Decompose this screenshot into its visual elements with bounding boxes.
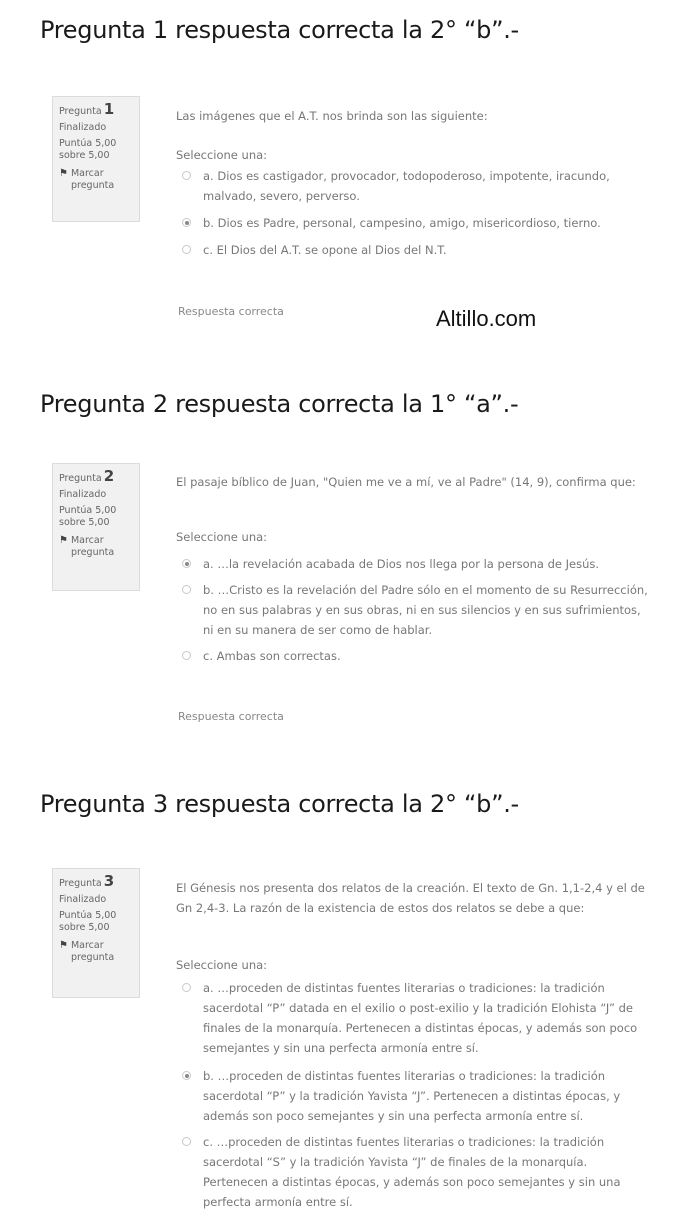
answer-option[interactable]	[182, 213, 650, 233]
question-label: Pregunta	[59, 473, 102, 484]
question-3-info-box	[52, 868, 140, 998]
answer-option[interactable]	[182, 580, 650, 640]
question-number: 1	[103, 100, 115, 118]
option-text: b. …proceden de distintas fuentes literarias o tradiciones: la tradición sacerdotal “P” y la tradición Yavista “J”. Pertenecen a distintas épocas, y además son poco semejantes y sin una perfecta armonía entre sí.	[203, 1069, 621, 1123]
state-finalized: Finalizado	[59, 894, 107, 905]
answer-option[interactable]	[182, 1066, 650, 1126]
flag-label: Marcar	[70, 168, 104, 179]
radio-button-selected[interactable]	[182, 1071, 191, 1080]
question-2-heading: Pregunta 2 respuesta correcta la 1° “a”.-	[40, 390, 519, 418]
radio-button[interactable]	[182, 983, 191, 992]
question-number: 3	[103, 872, 115, 890]
question-number-label	[59, 872, 133, 890]
radio-button-selected[interactable]	[182, 218, 191, 227]
answer-option[interactable]	[182, 166, 650, 206]
option-text: a. …proceden de distintas fuentes literarias o tradiciones: la tradición sacerdotal “P” datada en el exilio o post-exilio y la tradición Elohista “J” de finales de la monarquía. Pertenecen a distintas épocas, y además son poco semejantes y sin una perfecta armonía entre sí.	[203, 981, 638, 1055]
flag-question-button[interactable]	[59, 168, 133, 192]
radio-button-selected[interactable]	[182, 559, 191, 568]
option-text: c. Ambas son correctas.	[203, 649, 341, 663]
watermark: Altillo.com	[436, 306, 537, 331]
feedback-correct: Respuesta correcta	[178, 710, 284, 723]
question-1-info-box	[52, 96, 140, 222]
flag-icon: ⚑	[59, 940, 68, 951]
option-text: c. …proceden de distintas fuentes literarias o tradiciones: la tradición sacerdotal “S” y la tradición Yavista “J” de finales de la monarquía. Pertenecen a distintas épocas, y además son poco semejantes y sin una perfecta armonía entre sí.	[203, 1135, 621, 1209]
question-label: Pregunta	[59, 878, 102, 889]
flag-icon: ⚑	[59, 535, 68, 546]
flag-label-2: pregunta	[70, 180, 115, 191]
answer-option[interactable]	[182, 554, 650, 574]
flag-label-2: pregunta	[70, 547, 115, 558]
question-number-label	[59, 100, 133, 118]
select-one-label: Seleccione una:	[176, 958, 268, 972]
option-text: a. …la revelación acabada de Dios nos llega por la persona de Jesús.	[203, 557, 600, 571]
flag-label-2: pregunta	[70, 952, 115, 963]
state-finalized: Finalizado	[59, 122, 107, 133]
flag-label: Marcar	[70, 940, 104, 951]
state-finalized: Finalizado	[59, 489, 107, 500]
question-2-info-box	[52, 463, 140, 591]
question-1-text: Las imágenes que el A.T. nos brinda son las siguiente:	[176, 109, 488, 123]
answer-option[interactable]	[182, 646, 650, 666]
question-label: Pregunta	[59, 106, 102, 117]
answer-option[interactable]	[182, 978, 650, 1058]
question-3-text: El Génesis nos presenta dos relatos de la creación. El texto de Gn. 1,1-2,4 y el de Gn 2,4-3. La razón de la existencia de estos dos relatos se debe a que:	[176, 881, 645, 915]
flag-icon: ⚑	[59, 168, 68, 179]
option-text: b. Dios es Padre, personal, campesino, amigo, misericordioso, tierno.	[203, 216, 601, 230]
question-1-heading: Pregunta 1 respuesta correcta la 2° “b”.-	[40, 16, 519, 44]
score-total: sobre 5,00	[59, 922, 110, 933]
option-text: b. …Cristo es la revelación del Padre sólo en el momento de su Resurrección, no en sus palabras y en sus obras, ni en sus silencios y en sus sufrimientos, ni en su manera de ser como de hablar.	[203, 583, 648, 637]
radio-button[interactable]	[182, 585, 191, 594]
score-label: Puntúa 5,00	[59, 910, 117, 921]
question-number: 2	[103, 467, 115, 485]
flag-label: Marcar	[70, 535, 104, 546]
answer-option[interactable]	[182, 1132, 650, 1212]
score-total: sobre 5,00	[59, 517, 110, 528]
radio-button[interactable]	[182, 651, 191, 660]
feedback-correct: Respuesta correcta	[178, 305, 284, 318]
flag-question-button[interactable]	[59, 535, 133, 559]
radio-button[interactable]	[182, 245, 191, 254]
radio-button[interactable]	[182, 1137, 191, 1146]
score-total: sobre 5,00	[59, 150, 110, 161]
question-number-label	[59, 467, 133, 485]
select-one-label: Seleccione una:	[176, 530, 268, 544]
radio-button[interactable]	[182, 171, 191, 180]
option-text: c. El Dios del A.T. se opone al Dios del N.T.	[203, 243, 447, 257]
select-one-label: Seleccione una:	[176, 148, 268, 162]
score-label: Puntúa 5,00	[59, 505, 117, 516]
flag-question-button[interactable]	[59, 940, 133, 964]
answer-option[interactable]	[182, 240, 650, 260]
score-label: Puntúa 5,00	[59, 138, 117, 149]
question-3-heading: Pregunta 3 respuesta correcta la 2° “b”.-	[40, 790, 519, 818]
question-2-text: El pasaje bíblico de Juan, "Quien me ve a mí, ve al Padre" (14, 9), confirma que:	[176, 475, 636, 489]
option-text: a. Dios es castigador, provocador, todopoderoso, impotente, iracundo, malvado, severo, perverso.	[203, 169, 610, 203]
